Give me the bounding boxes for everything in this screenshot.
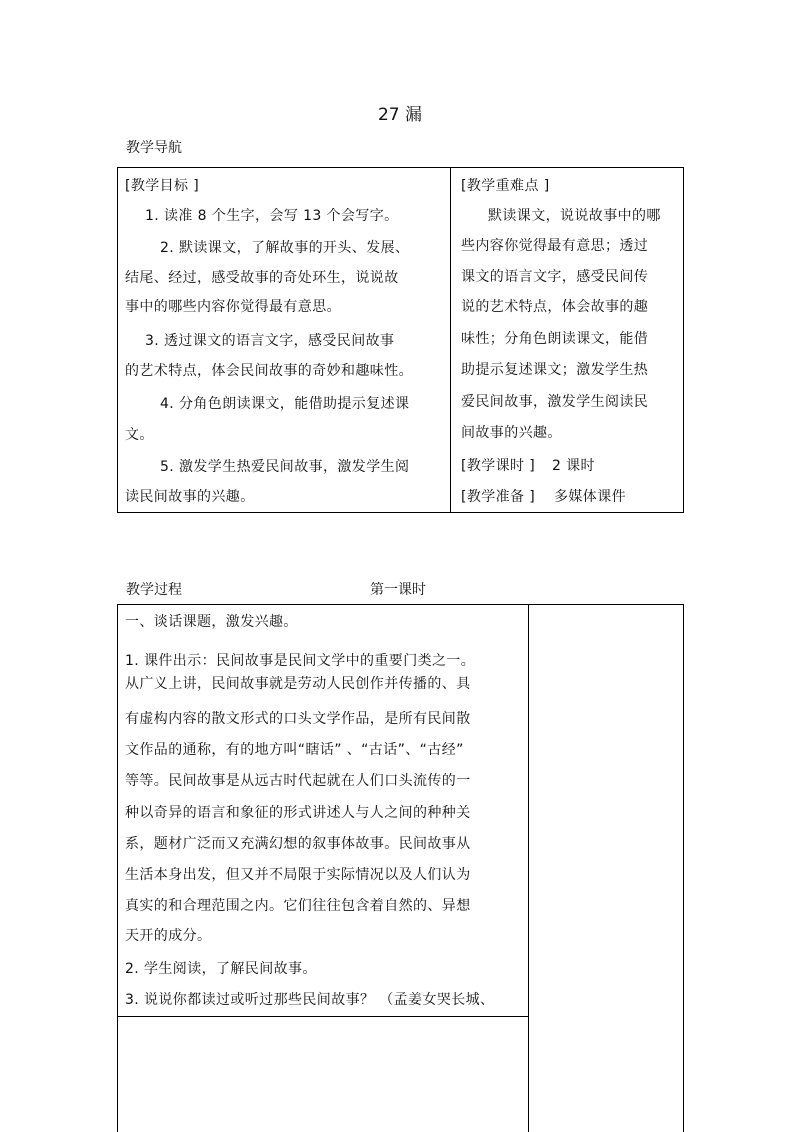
objective-line: 结尾、经过，感受故事的奇处环生，说说故 xyxy=(125,270,399,286)
key-point-line: 味性；分角色朗读课文，能借 xyxy=(461,331,649,347)
prep-label: [教学准备 ] xyxy=(461,489,536,505)
key-point-line: 爱民间故事，激发学生阅读民 xyxy=(461,394,649,410)
process-line: 文作品的通称，有的地方叫“瞎话” 、“古话”、“古经” xyxy=(125,742,464,758)
objective-line: 3. 透过课文的语言文字，感受民间故事 xyxy=(145,333,395,349)
prep-value: 多媒体课件 xyxy=(554,489,626,505)
teaching-nav-label: 教学导航 xyxy=(126,140,182,156)
process-line: 3. 说说你都读过或听过那些民间故事？ （孟姜女哭长城、 xyxy=(125,992,495,1008)
hours-label: [教学课时 ] xyxy=(461,458,536,474)
objective-line: 2. 默读课文，了解故事的开头、发展、 xyxy=(160,240,410,256)
teaching-nav-table xyxy=(117,167,684,513)
process-table xyxy=(117,604,684,1132)
process-line: 种以奇异的语言和象征的形式讲述人与人之间的种种关 xyxy=(125,805,471,821)
key-point-line: 间故事的兴趣。 xyxy=(461,425,562,441)
process-line: 天开的成分。 xyxy=(125,928,212,944)
process-line: 一、谈话课题，激发兴趣。 xyxy=(125,614,298,630)
process-line: 等等。民间故事是从远古时代起就在人们口头流传的一 xyxy=(125,773,471,789)
objectives-heading: [教学目标 ] xyxy=(125,178,200,194)
process-line: 1. 课件出示：民间故事是民间文学中的重要门类之一。 xyxy=(125,653,476,669)
key-point-line: 助提示复述课文；激发学生热 xyxy=(461,362,649,378)
process-line: 生活本身出发，但又并不局限于实际情况以及人们认为 xyxy=(125,867,471,883)
column-divider xyxy=(450,168,451,512)
key-point-line: 些内容你觉得最有意思；透过 xyxy=(461,238,649,254)
lesson-label: 第一课时 xyxy=(370,582,426,598)
key-points-heading: [教学重难点 ] xyxy=(461,178,550,194)
process-line: 系，题材广泛而又充满幻想的叙事体故事。民间故事从 xyxy=(125,836,471,852)
objective-line: 事中的哪些内容你觉得最有意思。 xyxy=(125,299,341,315)
process-line: 有虚构内容的散文形式的口头文学作品，是所有民间散 xyxy=(125,711,471,727)
process-label: 教学过程 xyxy=(126,582,182,598)
objective-line: 1. 读准 8 个生字，会写 13 个会写字。 xyxy=(145,208,399,224)
key-point-line: 说的艺术特点，体会故事的趣 xyxy=(461,299,649,315)
objective-line: 的艺术特点，体会民间故事的奇妙和趣味性。 xyxy=(125,363,413,379)
column-divider xyxy=(528,605,529,1132)
objective-line: 文。 xyxy=(125,427,154,443)
objective-line: 5. 激发学生热爱民间故事，激发学生阅 xyxy=(160,459,410,475)
process-line: 2. 学生阅读，了解民间故事。 xyxy=(125,961,317,977)
page-title: 27 漏 xyxy=(377,105,423,125)
key-point-line: 课文的语言文字，感受民间传 xyxy=(461,269,649,285)
key-point-line: 默读课文，说说故事中的哪 xyxy=(488,208,661,224)
objective-line: 4. 分角色朗读课文，能借助提示复述课 xyxy=(160,396,410,412)
process-line: 真实的和合理范围之内。它们往往包含着自然的、异想 xyxy=(125,898,471,914)
objective-line: 读民间故事的兴趣。 xyxy=(125,489,255,505)
process-line: 从广义上讲，民间故事就是劳动人民创作并传播的、具 xyxy=(125,676,471,692)
hours-value: 2 课时 xyxy=(552,458,595,474)
row-divider xyxy=(118,1016,528,1017)
